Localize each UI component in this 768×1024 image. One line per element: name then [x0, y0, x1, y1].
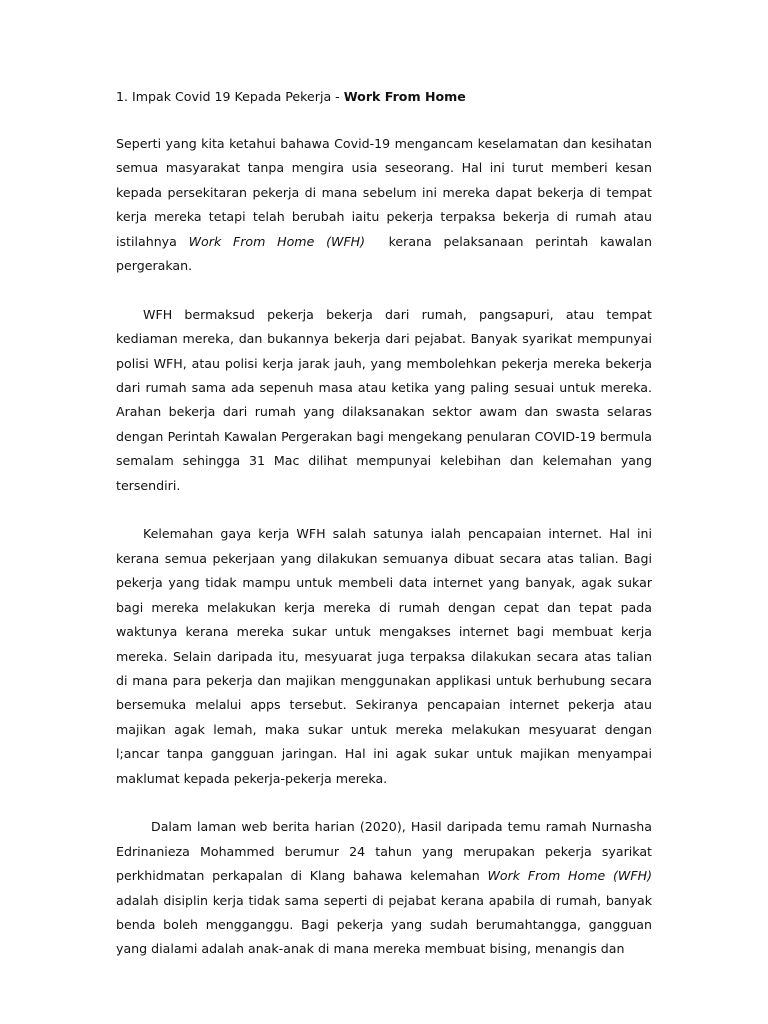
paragraph-1-text: Seperti yang kita ketahui bahawa Covid-19 mengancam keselamatan dan kesihatan semua masyarakat tanpa mengira usia seseorang. Hal ini turut memberi kesan kepada persekitaran pekerja di mana sebelum ini mereka dapat bekerja di tempat kerja mereka tetapi telah berubah iaitu pekerja terpaksa bekerja di rumah atau istilahnya	[116, 136, 652, 249]
paragraph-3: Kelemahan gaya kerja WFH salah satunya ialah pencapaian internet. Hal ini kerana semua pekerjaan yang dilakukan semuanya dibuat secara atas talian. Bagi pekerja yang tidak mampu untuk membeli data internet yang banyak, agak sukar bagi mereka melakukan kerja mereka di rumah dengan cepat dan tepat pada waktunya kerana mereka sukar untuk mengakses internet bagi membuat kerja mereka. Selain daripada itu, mesyuarat juga terpaksa dilakukan secara atas talian di mana para pekerja dan majikan menggunakan applikasi untuk berhubung secara bersemuka melalui apps tersebut. Sekiranya pencapaian internet pekerja atau majikan agak lemah, maka sukar untuk mereka melakukan mesyuarat dengan l;ancar tanpa gangguan jaringan. Hal ini agak sukar untuk majikan menyampai maklumat kepada pekerja-pekerja mereka.	[116, 526, 652, 786]
paragraph-2: WFH bermaksud pekerja bekerja dari rumah, pangsapuri, atau tempat kediaman mereka, dan bukannya bekerja dari pejabat. Banyak syarikat mempunyai polisi WFH, atau polisi kerja jarak jauh, yang membolehkan pekerja mereka bekerja dari rumah sama ada sepenuh masa atau ketika yang paling sesuai untuk mereka. Arahan bekerja dari rumah yang dilaksanakan sektor awam dan swasta selaras dengan Perintah Kawalan Pergerakan bagi mengekang penularan COVID-19 bermula semalam sehingga 31 Mac dilihat mempunyai kelebihan dan kelemahan yang tersendiri.	[116, 306, 652, 493]
paragraph-4	[116, 815, 652, 961]
heading-title-bold: Work From Home	[343, 89, 466, 104]
paragraph-4-italic-term: Work From Home (WFH)	[487, 868, 653, 884]
section-heading	[116, 87, 652, 107]
heading-number-title: 1. Impak Covid 19 Kepada Pekerja -	[116, 89, 344, 104]
paragraph-4-text-end: adalah disiplin kerja tidak sama seperti di pejabat kerana apabila di rumah, banyak benda boleh mengganggu. Bagi pekerja yang sudah berumahtangga, gangguan yang dialami adalah anak-anak di mana mereka membuat bising, menangis dan	[116, 892, 652, 957]
document-body	[116, 87, 657, 986]
paragraph-1	[116, 132, 657, 278]
paragraph-4-text: Dalam laman web berita harian (2020), Hasil daripada temu ramah Nurnasha Edrinanieza Mohammed berumur 24 tahun yang merupakan pekerja syarikat perkhidmatan perkapalan di Klang bahawa kelemahan	[116, 819, 652, 884]
paragraph-1-italic-term: Work From Home (WFH)	[188, 233, 366, 249]
paragraph-1-text-end: kerana pelaksanaan perintah kawalan pergerakan.	[116, 233, 657, 274]
